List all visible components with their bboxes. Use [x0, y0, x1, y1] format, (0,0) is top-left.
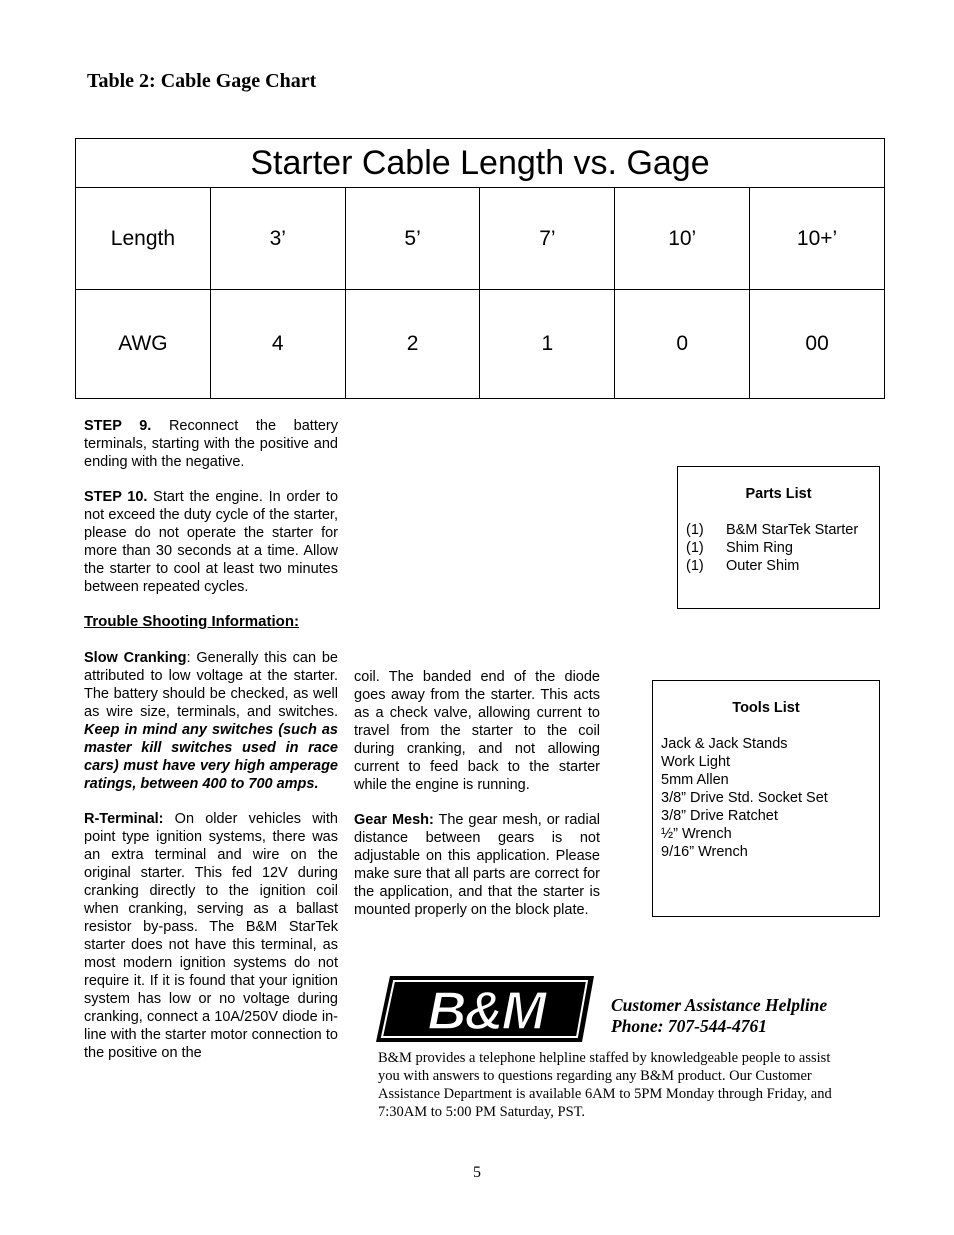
slow-cranking-text: : Generally this can be attributed to low voltage at the starter. The battery should be checked, as well as wire size, terminals, and switches.	[84, 650, 338, 720]
part-qty: (1)	[686, 540, 704, 556]
awg-cell: 4	[210, 290, 345, 399]
helpline-phone: Phone: 707-544-4761	[611, 1016, 768, 1036]
tools-list-item: Jack & Jack Stands	[661, 736, 788, 752]
parts-list-item	[678, 539, 879, 557]
parts-list-item	[678, 521, 879, 539]
part-name: Shim Ring	[726, 540, 793, 556]
table-title: Starter Cable Length vs. Gage	[76, 139, 885, 188]
page-number: 5	[473, 1164, 481, 1181]
cable-gage-table	[75, 138, 885, 399]
awg-cell: 0	[615, 290, 750, 399]
r-terminal-text: On older vehicles with point type ignition systems, there was an extra terminal and wire on the original starter. This fed 12V during cranking directly to the ignition coil when cranking, serving as a ballast resistor by-pass. The B&M StarTek starter does not have this terminal, as most modern ignition systems do not require it. If it is found that your ignition system has low or no voltage during cranking, connect a 10A/250V diode in-line with the starter motor connection to the positive on the	[84, 811, 338, 1061]
tools-list-item: 3/8” Drive Std. Socket Set	[661, 790, 828, 806]
slow-cranking-label: Slow Cranking	[84, 650, 187, 666]
awg-row	[76, 290, 885, 399]
helpline-description: B&M provides a telephone helpline staffed by knowledgeable people to assist you with answers to questions regarding any B&M product. Our Customer Assistance Department is available 6AM to 5PM Monday through Friday, and 7:30AM to 5:00 PM Saturday, PST.	[378, 1050, 832, 1120]
table-caption: Table 2: Cable Gage Chart	[87, 70, 317, 92]
r-terminal	[84, 810, 338, 1062]
tools-list-title: Tools List	[732, 700, 800, 716]
part-qty: (1)	[686, 522, 704, 538]
tools-list-item: 9/16” Wrench	[661, 844, 748, 860]
length-cell: 5’	[345, 188, 480, 290]
helpline-heading	[611, 995, 827, 1037]
tools-list-item: ½” Wrench	[661, 826, 732, 842]
step-9	[84, 417, 338, 471]
length-cell: 10+’	[750, 188, 885, 290]
awg-label: AWG	[76, 290, 211, 399]
tools-list-item: 5mm Allen	[661, 772, 729, 788]
gear-mesh-text: The gear mesh, or radial distance between gears is not adjustable on this application. Please make sure that all parts are correct for the application, and that the starter is mounted properly on the block plate.	[354, 812, 600, 918]
slow-cranking	[84, 649, 338, 793]
part-qty: (1)	[686, 558, 704, 574]
parts-list-box	[677, 466, 880, 609]
part-name: Outer Shim	[726, 558, 800, 574]
step-9-label: STEP 9.	[84, 418, 152, 434]
gear-mesh	[354, 811, 600, 919]
parts-list-item	[678, 557, 879, 575]
tools-list-item: 3/8” Drive Ratchet	[661, 808, 778, 824]
trouble-heading: Trouble Shooting Information:	[84, 613, 299, 630]
awg-cell: 1	[480, 290, 615, 399]
step-10	[84, 488, 338, 596]
length-cell: 7’	[480, 188, 615, 290]
length-cell: 3’	[210, 188, 345, 290]
length-cell: 10’	[615, 188, 750, 290]
bm-logo-text: B&M	[427, 981, 545, 1041]
step-10-label: STEP 10.	[84, 489, 148, 505]
parts-list-title: Parts List	[745, 486, 812, 502]
step-9-text: Reconnect the battery terminals, starting with the positive and ending with the negative.	[84, 418, 338, 470]
helpline-title: Customer Assistance Helpline	[611, 995, 828, 1015]
slow-cranking-warning: Keep in mind any switches (such as master kill switches used in race cars) must have very high amperage ratings, between 400 to 700 amps.	[84, 722, 338, 792]
awg-cell: 2	[345, 290, 480, 399]
left-column	[84, 417, 338, 1079]
step-10-text: Start the engine. In order to not exceed the duty cycle of the starter, please do not operate the starter for more than 30 seconds at a time. Allow the starter to cool at least two minutes between repeated cycles.	[84, 489, 339, 595]
middle-column	[354, 668, 600, 936]
bm-logo	[376, 972, 596, 1044]
length-row	[76, 188, 885, 290]
tools-list-item: Work Light	[661, 754, 731, 770]
length-label: Length	[76, 188, 211, 290]
tools-list-box	[652, 680, 880, 917]
awg-cell: 00	[750, 290, 885, 399]
gear-mesh-label: Gear Mesh:	[354, 812, 434, 828]
r-terminal-label: R-Terminal:	[84, 811, 164, 827]
r-terminal-continued: coil. The banded end of the diode goes away from the starter. This acts as a check valve, allowing current to travel from the starter to the coil during cranking, and not allowing current to feed back to the starter while the engine is running.	[354, 669, 600, 793]
part-name: B&M StarTek Starter	[726, 522, 859, 538]
